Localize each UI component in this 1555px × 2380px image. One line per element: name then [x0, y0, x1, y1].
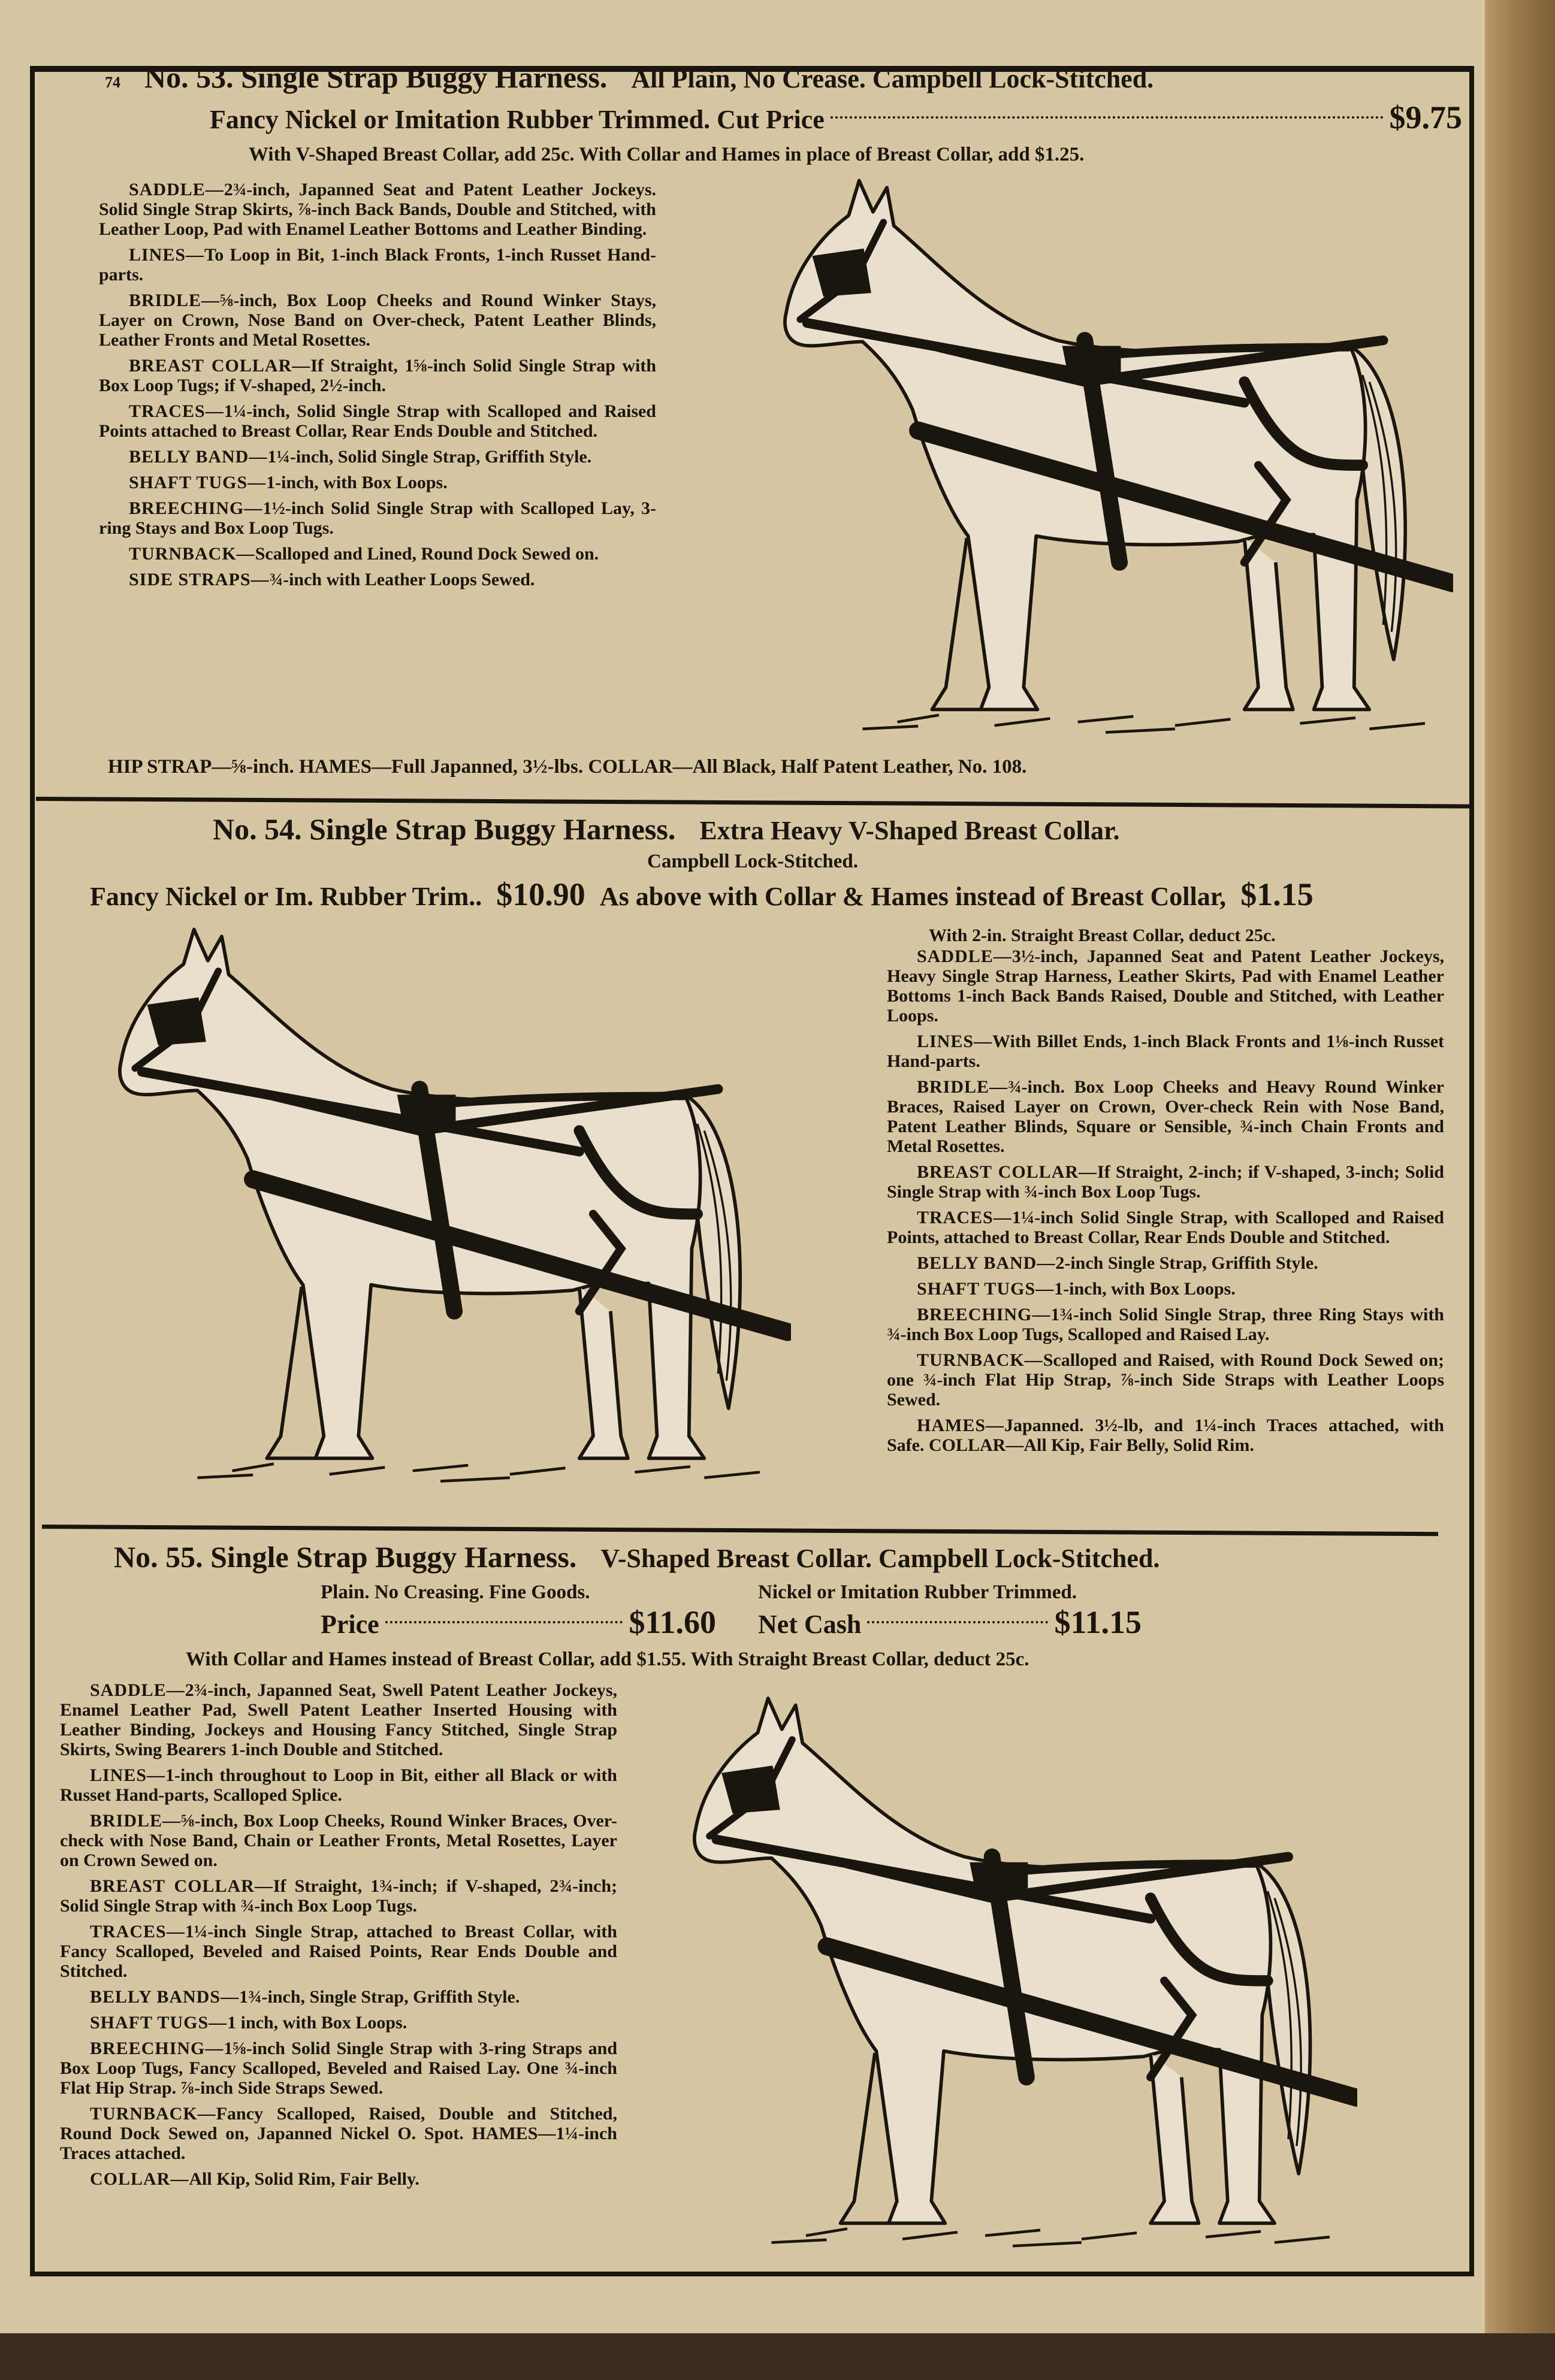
spec-item	[887, 1077, 1444, 1156]
item-54-subtitle: Extra Heavy V-Shaped Breast Collar.	[699, 816, 1120, 845]
item-55-options-row	[186, 1649, 1029, 1671]
item-53-options-row	[249, 144, 1084, 166]
spec-text: 1⅝-inch Solid Single Strap with 3-ring Straps and Box Loop Tugs, Fancy Scalloped, Beveled and Raised Lay. One ¾-inch Flat Hip Strap. ⅞-inch Side Straps Sewed.	[60, 2039, 617, 2098]
spec-text: 2¾-inch, Japanned Seat, Swell Patent Leather Jockeys, Enamel Leather Pad, Swell Patent Leather Inserted Housing with Leather Binding, Jockeys and Housing Fancy Stitched, Single Strap Skirts, Swing Bearers 1-inch Double and Stitched.	[60, 1680, 617, 1759]
spec-item	[99, 498, 656, 538]
spec-label: BREAST COLLAR—	[90, 1876, 273, 1896]
spec-item	[887, 1350, 1444, 1410]
spec-text: Scalloped and Lined, Round Dock Sewed on.	[255, 544, 599, 564]
spec-label: TRACES—	[917, 1208, 1012, 1227]
item-55-net-column	[758, 1581, 1142, 1641]
spec-text: 1¼-inch Single Strap, attached to Breast Collar, with Fancy Scalloped, Beveled and Raised Points, Rear Ends Double and Stitched.	[60, 1922, 617, 1981]
spec-label: TRACES—	[129, 401, 224, 421]
item-53-trim: Fancy Nickel or Imitation Rubber Trimmed. Cut Price	[210, 105, 825, 134]
item-54-stitching: Campbell Lock-Stitched.	[647, 851, 859, 872]
item-53-options: With V-Shaped Breast Collar, add 25c. With Collar and Hames in place of Breast Collar, add $1.25.	[249, 144, 1085, 165]
spec-item	[887, 1162, 1444, 1202]
item-54-note: With 2-in. Straight Breast Collar, deduct 25c.	[929, 926, 1276, 945]
item-53-price: $9.75	[1389, 99, 1462, 135]
item-53-subtitle: All Plain, No Crease. Campbell Lock-Stitched.	[631, 64, 1154, 93]
spec-text: With Billet Ends, 1-inch Black Fronts and 1⅛-inch Russet Hand-parts.	[887, 1032, 1444, 1071]
horse-illustration-53	[758, 174, 1453, 743]
spec-text: 2¾-inch, Japanned Seat and Patent Leather Jockeys. Solid Single Strap Skirts, ⅞-inch Back Bands, Double and Stitched, with Leather Loop, Pad with Enamel Leather Bottoms and Leather Binding.	[99, 180, 656, 239]
spec-label: LINES—	[917, 1032, 993, 1051]
spec-label: TRACES—	[90, 1922, 185, 1942]
spec-text: ¾-inch. Box Loop Cheeks and Heavy Round Winker Braces, Raised Layer on Crown, Over-check Rein with Nose Band, Patent Leather Blinds, Square or Sensible, ¾-inch Chain Fronts and Metal Rosettes.	[887, 1077, 1444, 1156]
spec-text: ⅝-inch, Box Loop Cheeks and Round Winker Stays, Layer on Crown, Nose Band on Over-check, Patent Leather Blinds, Leather Fronts and Metal Rosettes.	[99, 291, 656, 350]
price-leader	[385, 1621, 623, 1623]
spec-item	[99, 401, 656, 441]
spec-item	[60, 1987, 617, 2007]
spec-label: LINES—	[129, 245, 205, 265]
spec-item	[99, 570, 656, 589]
spec-item	[887, 1279, 1444, 1299]
item-54-specs	[887, 926, 1444, 1461]
item-55-options: With Collar and Hames instead of Breast Collar, add $1.55. With Straight Breast Collar, deduct 25c.	[186, 1649, 1029, 1670]
spec-item	[887, 946, 1444, 1026]
spec-label: BREAST COLLAR—	[917, 1162, 1098, 1182]
item-55-net-row	[758, 1604, 1142, 1641]
spec-text: 1 inch, with Box Loops.	[227, 2013, 407, 2033]
item-55-price: $11.60	[629, 1604, 716, 1640]
item-55-subtitle: V-Shaped Breast Collar. Campbell Lock-Stitched.	[600, 1544, 1160, 1573]
spec-label: BRIDLE—	[917, 1077, 1009, 1097]
spec-label: BRIDLE—	[90, 1811, 182, 1831]
spec-text: If Straight, 1¾-inch; if V-shaped, 2¾-inch; Solid Single Strap with ¾-inch Box Loop Tugs.	[60, 1876, 617, 1916]
spec-text: 1¼-inch, Solid Single Strap, Griffith Style.	[267, 447, 592, 467]
spec-text: Scalloped and Raised, with Round Dock Sewed on; one ¾-inch Flat Hip Strap, ⅞-inch Side Straps with Leather Loops Sewed.	[887, 1350, 1444, 1410]
spec-item	[60, 1680, 617, 1759]
spec-item	[99, 544, 656, 564]
item-54-price: $10.90	[496, 876, 585, 912]
spec-item	[887, 1208, 1444, 1247]
item-54-alt-price: $1.15	[1240, 876, 1314, 912]
item-53-title: No. 53. Single Strap Buggy Harness.	[144, 61, 608, 94]
item-55-net-price: $11.15	[1054, 1604, 1142, 1640]
item-55-quality: Plain. No Creasing. Fine Goods.	[321, 1581, 590, 1603]
spec-text: ¾-inch with Leather Loops Sewed.	[269, 570, 535, 589]
spec-text: 1¾-inch Solid Single Strap, three Ring Stays with ¾-inch Box Loop Tugs, Scalloped and Raised Lay.	[887, 1305, 1444, 1344]
item-53-footer: HIP STRAP—⅝-inch. HAMES—Full Japanned, 3½-lbs. COLLAR—All Black, Half Patent Leather, No. 108.	[108, 756, 1027, 778]
spec-text: If Straight, 2-inch; if V-shaped, 3-inch; Solid Single Strap with ¾-inch Box Loop Tugs.	[887, 1162, 1444, 1202]
item-55-heading-row	[114, 1540, 1160, 1574]
spec-text: 1¾-inch, Single Strap, Griffith Style.	[239, 1987, 520, 2007]
spec-label: BREAST COLLAR—	[129, 356, 311, 376]
spec-label: SIDE STRAPS—	[129, 570, 270, 589]
spec-text: 1-inch, with Box Loops.	[1054, 1279, 1236, 1299]
spec-text: 1¼-inch Solid Single Strap, with Scalloped and Raised Points, attached to Breast Collar, Rear Ends Double and Stitched.	[887, 1208, 1444, 1247]
spec-item	[60, 1876, 617, 1916]
horse-illustration-55	[668, 1683, 1357, 2264]
spec-item	[99, 291, 656, 350]
scan-background	[0, 2333, 1555, 2380]
horse-illustration-54	[90, 923, 791, 1492]
spec-text: Fancy Scalloped, Raised, Double and Stitched, Round Dock Sewed on, Japanned Nickel O. Spot. HAMES—1¼-inch Traces attached.	[60, 2104, 617, 2163]
item-53-heading-row	[105, 60, 1154, 95]
spec-label: SADDLE—	[129, 180, 224, 199]
spec-item	[887, 1032, 1444, 1071]
spec-item	[60, 2013, 617, 2033]
spec-label: TURNBACK—	[90, 2104, 216, 2124]
spec-text: ⅝-inch, Box Loop Cheeks, Round Winker Braces, Over-check with Nose Band, Chain or Leather Fronts, Metal Rosettes, Layer on Crown Sewed on.	[60, 1811, 617, 1870]
spec-label: SADDLE—	[917, 946, 1012, 966]
item-54-alt: As above with Collar & Hames instead of Breast Collar,	[599, 882, 1227, 911]
item-54-price-row	[90, 876, 1314, 913]
price-leader	[867, 1621, 1048, 1623]
item-55-title: No. 55. Single Strap Buggy Harness.	[114, 1540, 577, 1574]
spec-item	[887, 1253, 1444, 1273]
spec-label: BREECHING—	[129, 498, 263, 518]
spec-text: If Straight, 1⅝-inch Solid Single Strap with Box Loop Tugs; if V-shaped, 2½-inch.	[99, 356, 656, 395]
spec-text: 3½-inch, Japanned Seat and Patent Leather Jockeys, Heavy Single Strap Harness, Leather Skirts, Pad with Enamel Leather Bottoms 1-inch Back Bands Raised, Double and Stitched, with Leather Loops.	[887, 946, 1444, 1026]
spec-item	[60, 2169, 617, 2189]
spec-text: To Loop in Bit, 1-inch Black Fronts, 1-inch Russet Hand-parts.	[99, 245, 656, 285]
item-55-specs	[60, 1680, 617, 2195]
item-55-price-column	[321, 1581, 716, 1641]
spec-item	[60, 2039, 617, 2098]
spec-item	[887, 1416, 1444, 1455]
item-55-net-label: Net Cash	[758, 1610, 862, 1639]
item-55-price-row	[321, 1604, 716, 1641]
spec-text: 1-inch, with Box Loops.	[266, 473, 448, 492]
spec-label: HAMES—	[917, 1416, 1005, 1435]
spec-item	[99, 473, 656, 492]
item-53-specs	[99, 180, 656, 595]
spec-item	[99, 356, 656, 395]
item-55-trim: Nickel or Imitation Rubber Trimmed.	[758, 1581, 1077, 1603]
spec-label: TURNBACK—	[129, 544, 255, 564]
spec-item	[99, 180, 656, 239]
spec-item	[60, 1922, 617, 1981]
spec-item	[60, 1811, 617, 1870]
spec-label: SHAFT TUGS—	[90, 2013, 228, 2033]
spec-label: TURNBACK—	[917, 1350, 1043, 1370]
spec-item	[60, 1765, 617, 1805]
spec-label: BRIDLE—	[129, 291, 221, 310]
spec-item	[887, 1305, 1444, 1344]
spec-label: BELLY BAND—	[917, 1253, 1056, 1273]
item-54-title: No. 54. Single Strap Buggy Harness.	[213, 812, 676, 846]
page-number: 74	[105, 74, 120, 91]
price-leader	[831, 116, 1384, 119]
spec-label: BREECHING—	[917, 1305, 1051, 1324]
spec-text: 1¼-inch, Solid Single Strap with Scalloped and Raised Points attached to Breast Collar, Rear Ends Double and Stitched.	[99, 401, 656, 441]
spec-label: SHAFT TUGS—	[917, 1279, 1055, 1299]
spec-text: 1-inch throughout to Loop in Bit, either all Black or with Russet Hand-parts, Scalloped Splice.	[60, 1765, 617, 1805]
spec-label: COLLAR—	[90, 2169, 189, 2189]
item-53-price-row	[210, 99, 1462, 136]
spec-item	[99, 447, 656, 467]
spec-label: BREECHING—	[90, 2039, 224, 2058]
item-54-trim: Fancy Nickel or Im. Rubber Trim..	[90, 882, 482, 911]
spec-text: All Kip, Solid Rim, Fair Belly.	[189, 2169, 419, 2189]
spec-label: BELLY BANDS—	[90, 1987, 240, 2007]
spec-label: BELLY BAND—	[129, 447, 268, 467]
spec-text: 2-inch Single Strap, Griffith Style.	[1055, 1253, 1318, 1273]
spec-text: Japanned. 3½-lb, and 1¼-inch Traces attached, with Safe. COLLAR—All Kip, Fair Belly, Solid Rim.	[887, 1416, 1444, 1455]
spec-label: SHAFT TUGS—	[129, 473, 267, 492]
item-54-stitching-row	[647, 851, 858, 873]
spec-text: 1½-inch Solid Single Strap with Scalloped Lay, 3-ring Stays and Box Loop Tugs.	[99, 498, 656, 538]
item-54-heading-row	[213, 812, 1120, 846]
item-55-price-label: Price	[321, 1610, 379, 1639]
spec-label: SADDLE—	[90, 1680, 185, 1700]
item-53-footer-row	[108, 756, 1026, 778]
spec-item	[99, 245, 656, 285]
spec-label: LINES—	[90, 1765, 166, 1785]
spec-item	[60, 2104, 617, 2163]
page-edge	[1485, 0, 1555, 2380]
